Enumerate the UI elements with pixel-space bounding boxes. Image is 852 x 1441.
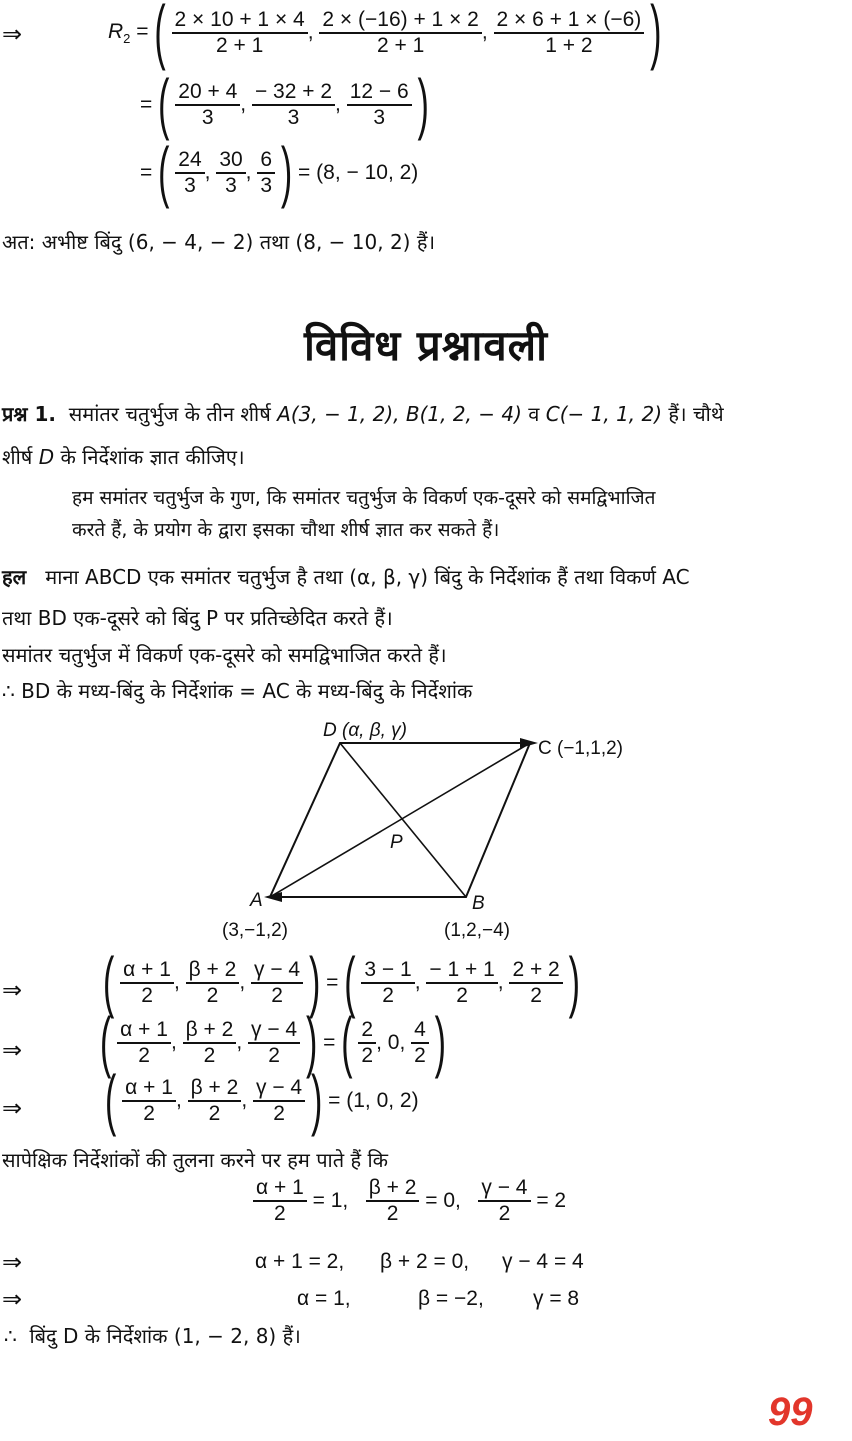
fraction: $\frac{6}{3}$ [257, 148, 275, 198]
diagonal-bd [340, 743, 466, 897]
implies-symbol: ⇒ [2, 976, 23, 1004]
vertex-d-label: D (α, β, γ) [323, 720, 407, 741]
previous-conclusion: अत: अभीष्ट बिंदु (6, − 4, − 2) तथा (8, − 10, 2) हैं। [2, 230, 436, 254]
fraction: $\frac{30}{3}$ [216, 148, 245, 198]
implies-symbol: ⇒ [2, 1094, 23, 1122]
comparison-text: सापेक्षिक निर्देशांकों की तुलना करने पर हम पाते हैं कि [2, 1148, 389, 1172]
question-line-1: प्रश्न 1. समांतर चतुर्भुज के तीन शीर्ष A(3, − 1, 2), B(1, 2, − 4) व C(− 1, 1, 2) हैं। चौथे [2, 402, 724, 426]
step-1-c: γ − 4 = 4 [502, 1250, 584, 1273]
vertex-a-marker [264, 892, 282, 902]
question-line-2: शीर्ष D के निर्देशांक ज्ञात कीजिए। [2, 445, 245, 469]
step-2-b: β = −2, [418, 1287, 484, 1310]
step-2-c: γ = 8 [533, 1287, 580, 1310]
solution-label: हल [2, 565, 27, 589]
midpoint-equation-3: ( $\frac{\alpha + 1}{2}$ , $\frac{\beta + 2}{2}$ , $\frac{\gamma - 4}{2}$ ) = (1, 0, 2) [105, 1062, 419, 1138]
implies-symbol: ⇒ [2, 1248, 23, 1276]
fraction: $\frac{\beta + 2}{2}$ [183, 1018, 237, 1068]
fraction: $\frac{\alpha + 1}{2}$ [117, 1018, 171, 1068]
fraction: $\frac{\alpha + 1}{2}$ [122, 1076, 176, 1126]
hint-line-2: करते हैं, के प्रयोग के द्वारा इसका चौथा शीर्ष ज्ञात कर सकते हैं। [72, 519, 500, 541]
vertex-b-label: B [472, 893, 485, 914]
solution-line-3: समांतर चतुर्भुज में विकर्ण एक-दूसरे को समद्विभाजित करते हैं। [2, 643, 447, 667]
solution-line-1: हल माना ABCD एक समांतर चतुर्भुज है तथा (α, β, γ) बिंदु के निर्देशांक हैं तथा विकर्ण AC [2, 565, 690, 589]
fraction: $\frac{4}{2}$ [411, 1018, 429, 1068]
midpoint-equation-1: ( $\frac{\alpha + 1}{2}$ , $\frac{\beta + 2}{2}$ , $\frac{\gamma - 4}{2}$ ) = ( $\frac{3 - 1}{2}$ , $\frac{- 1 + 1}{2}$ , $\frac{2 + 2}{2}$ ) [103, 944, 580, 1020]
fraction: $\frac{2 \times (-16) + 1 \times 2}{2 + 1}$ [319, 8, 481, 58]
therefore-symbol: ∴ [4, 1324, 17, 1348]
vertex-c-label: C (−1,1,2) [538, 738, 624, 759]
section-title: विविध प्रश्नावली [303, 321, 549, 370]
fraction: $\frac{\beta + 2}{2}$ [366, 1176, 420, 1226]
fraction: $\frac{2 + 2}{2}$ [509, 958, 562, 1008]
diagonal-ac [270, 743, 530, 897]
implies-symbol: ⇒ [2, 1285, 23, 1313]
r2-line-2: = ( $\frac{20 + 4}{3}$ , $\frac{- 32 + 2}{3}$ , $\frac{12 - 6}{3}$ ) [140, 66, 429, 142]
r2-equals: = [130, 19, 149, 43]
parallelogram-diagram [0, 700, 852, 950]
step-1-a: α + 1 = 2, [255, 1250, 345, 1273]
fraction: $\frac{2}{2}$ [358, 1018, 376, 1068]
fraction: $\frac{12 - 6}{3}$ [347, 80, 412, 130]
vertex-a-coordinates: (3,−1,2) [222, 920, 289, 941]
fraction: $\frac{24}{3}$ [175, 148, 204, 198]
implies-symbol: ⇒ [2, 20, 23, 48]
fraction: $\frac{- 1 + 1}{2}$ [426, 958, 497, 1008]
fraction: $\frac{\alpha + 1}{2}$ [253, 1176, 307, 1226]
r2-result: = (8, − 10, 2) [298, 161, 419, 184]
fraction: $\frac{\alpha + 1}{2}$ [120, 958, 174, 1008]
fraction: $\frac{\gamma - 4}{2}$ [478, 1176, 530, 1226]
midpoint-equation-2: ( $\frac{\alpha + 1}{2}$ , $\frac{\beta + 2}{2}$ , $\frac{\gamma - 4}{2}$ ) = ( $\frac{2}{2}$ , 0, $\frac{4}{2}$ ) [100, 1004, 446, 1080]
fraction: $\frac{\gamma - 4}{2}$ [253, 1076, 305, 1126]
comparison-equations: $\frac{\alpha + 1}{2}$ = 1, $\frac{\beta + 2}{2}$ = 0, $\frac{\gamma - 4}{2}$ = 2 [253, 1176, 566, 1226]
fraction: $\frac{\gamma - 4}{2}$ [251, 958, 303, 1008]
step-1-b: β + 2 = 0, [380, 1250, 470, 1273]
solution-line-4: ∴ BD के मध्य-बिंदु के निर्देशांक = AC के मध्य-बिंदु के निर्देशांक [2, 679, 473, 703]
point-p-label: P [390, 832, 403, 853]
fraction: $\frac{\beta + 2}{2}$ [186, 958, 240, 1008]
fraction: $\frac{- 32 + 2}{3}$ [252, 80, 335, 130]
step-2-a: α = 1, [297, 1287, 351, 1310]
fraction: $\frac{2 \times 6 + 1 \times (-6)}{1 + 2}$ [494, 8, 645, 58]
vertex-a-label: A [250, 890, 263, 911]
vertex-b-coordinates: (1,2,−4) [444, 920, 511, 941]
fraction: $\frac{2 \times 10 + 1 \times 4}{2 + 1}$ [172, 8, 308, 58]
implies-symbol: ⇒ [2, 1036, 23, 1064]
therefore-symbol: ∴ [2, 679, 15, 703]
fraction: $\frac{\beta + 2}{2}$ [188, 1076, 242, 1126]
fraction: $\frac{20 + 4}{3}$ [175, 80, 240, 130]
fraction: $\frac{3 - 1}{2}$ [361, 958, 414, 1008]
r2-line-1: $R_2$ = ( $\frac{2 \times 10 + 1 \times 4}{2 + 1}$ , $\frac{2 \times (-16) + 1 \times 2}{2 + 1}$ , $\frac{2 \times 6 + 1 \times (-6)}{1 + 2}$ ) [108, 0, 662, 72]
final-answer: ∴ बिंदु D के निर्देशांक (1, − 2, 8) हैं। [4, 1324, 301, 1348]
hint-line-1: हम समांतर चतुर्भुज के गुण, कि समांतर चतुर्भुज के विकर्ण एक-दूसरे को समद्विभाजित [72, 487, 656, 509]
r2-label: R [108, 19, 124, 43]
question-label: प्रश्न 1. [2, 402, 56, 426]
page-number: 99 [768, 1390, 813, 1434]
solution-line-2: तथा BD एक-दूसरे को बिंदु P पर प्रतिच्छेदित करते हैं। [2, 606, 393, 630]
fraction: $\frac{\gamma - 4}{2}$ [248, 1018, 300, 1068]
r2-line-3: = ( $\frac{24}{3}$ , $\frac{30}{3}$ , $\frac{6}{3}$ ) = (8, − 10, 2) [140, 134, 419, 210]
r2-subscript: 2 [123, 31, 131, 47]
